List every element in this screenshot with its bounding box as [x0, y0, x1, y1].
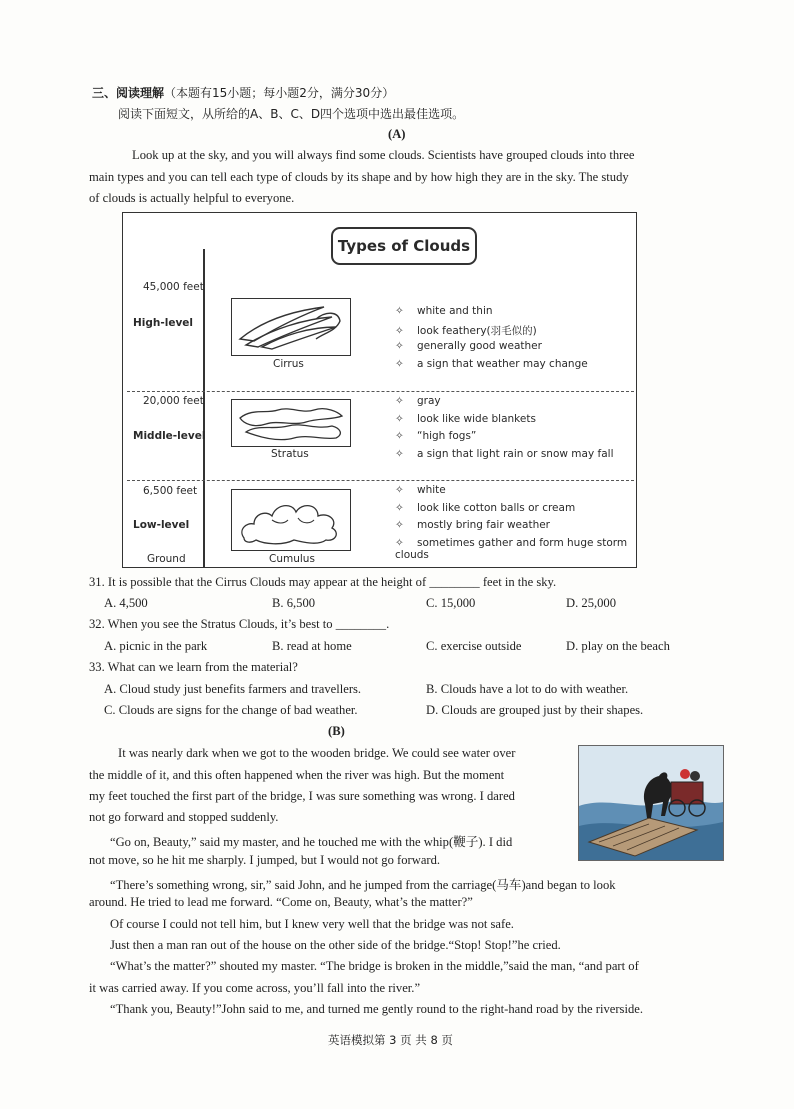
diamond-bullet-icon: ✧ — [395, 340, 404, 352]
cumulus-cloud-icon — [232, 490, 350, 550]
diamond-bullet-icon: ✧ — [395, 502, 404, 514]
passage-b-line: not go forward and stopped suddenly. — [89, 810, 279, 824]
passage-b-line: Just then a man ran out of the house on the other side of the bridge.“Stop! Stop!”he cried. — [110, 938, 561, 952]
stratus-cloud-icon — [232, 400, 350, 446]
diamond-bullet-icon: ✧ — [395, 519, 404, 531]
passage-b-line: Of course I could not tell him, but I knew very well that the bridge was not safe. — [110, 917, 514, 931]
passage-b-line: “What’s the matter?” shouted my master. “The bridge is broken in the middle,”said the man, “and part of — [110, 959, 639, 973]
ground-label: Ground — [147, 553, 186, 565]
cloud-name: Cirrus — [273, 358, 304, 370]
passage-a-line: of clouds is actually helpful to everyone. — [89, 191, 295, 205]
level-name: Low-level — [133, 519, 190, 531]
diamond-bullet-icon: ✧ — [395, 448, 404, 460]
answer-option[interactable]: A. picnic in the park — [104, 639, 208, 653]
feature-item — [395, 537, 636, 561]
feature-item — [395, 340, 542, 352]
passage-a-label: (A) — [388, 127, 406, 141]
diamond-bullet-icon: ✧ — [395, 537, 404, 549]
section-heading-title: 三、阅读理解 — [92, 86, 165, 100]
feature-text: look like wide blankets — [417, 413, 536, 425]
answer-option[interactable]: C. exercise outside — [426, 639, 522, 653]
passage-b-line: it was carried away. If you come across, you’ll fall into the river.” — [89, 981, 421, 995]
horse-carriage-icon — [579, 746, 723, 860]
diamond-bullet-icon: ✧ — [395, 413, 404, 425]
passage-b-line: the middle of it, and this often happened when the river was high. But the moment — [89, 768, 505, 782]
section-heading — [92, 84, 394, 101]
answer-option[interactable]: C. 15,000 — [426, 596, 476, 610]
horse-carriage-bridge-illustration — [578, 745, 724, 861]
answer-option[interactable]: C. Clouds are signs for the change of bad weather. — [104, 703, 358, 717]
feature-item — [395, 448, 613, 460]
feature-item — [395, 395, 441, 407]
answer-option[interactable]: B. Clouds have a lot to do with weather. — [426, 682, 629, 696]
level-name: High-level — [133, 317, 194, 329]
cirrus-cloud-icon — [232, 299, 350, 355]
feature-text: white — [417, 484, 446, 496]
feature-item — [395, 430, 476, 442]
feature-text: look like cotton balls or cream — [417, 502, 576, 514]
height-label: 20,000 feet — [143, 395, 204, 407]
feature-item — [395, 358, 588, 370]
passage-b-line: not move, so he hit me sharply. I jumped, but I would not go forward. — [89, 853, 441, 867]
feature-text: look feathery(羽毛似的) — [417, 325, 537, 337]
question-stem: 31. It is possible that the Cirrus Clouds may appear at the height of ________ feet in the sky. — [89, 575, 557, 589]
level-divider — [127, 480, 634, 481]
cirrus-cloud-image — [231, 298, 351, 356]
answer-option[interactable]: A. 4,500 — [104, 596, 148, 610]
passage-a-line: Look up at the sky, and you will always find some clouds. Scientists have grouped clouds into three — [132, 148, 635, 162]
level-divider — [127, 391, 634, 392]
feature-text: mostly bring fair weather — [417, 519, 550, 531]
answer-option[interactable]: D. 25,000 — [566, 596, 617, 610]
figure-title: Types of Clouds — [331, 227, 477, 265]
diamond-bullet-icon: ✧ — [395, 305, 404, 317]
passage-b-label: (B) — [328, 724, 345, 738]
feature-item — [395, 519, 550, 531]
height-label: 6,500 feet — [143, 485, 198, 497]
feature-text: “high fogs” — [417, 430, 477, 442]
passage-a-line: main types and you can tell each type of clouds by its shape and by how high they are in the sky. The study — [89, 170, 629, 184]
diamond-bullet-icon: ✧ — [395, 395, 404, 407]
feature-item — [395, 413, 536, 425]
passage-b-line: It was nearly dark when we got to the wooden bridge. We could see water over — [118, 746, 516, 760]
passage-b-line: “Thank you, Beauty!”John said to me, and turned me gently round to the right-hand road by the riverside. — [110, 1002, 643, 1016]
feature-text: sometimes gather and form huge storm clouds — [395, 537, 628, 561]
answer-option[interactable]: D. play on the beach — [566, 639, 670, 653]
passage-b-line: “Go on, Beauty,” said my master, and he touched me with the whip(鞭子). I did — [110, 835, 513, 849]
passage-b-line: “There’s something wrong, sir,” said John, and he jumped from the carriage(马车)and began to look — [110, 878, 616, 892]
diamond-bullet-icon: ✧ — [395, 325, 404, 337]
passage-b-line: around. He tried to lead me forward. “Come on, Beauty, what’s the matter?” — [89, 895, 473, 909]
feature-item — [395, 502, 575, 514]
feature-item — [395, 484, 446, 496]
diamond-bullet-icon: ✧ — [395, 430, 404, 442]
answer-option[interactable]: B. 6,500 — [272, 596, 316, 610]
diamond-bullet-icon: ✧ — [395, 358, 404, 370]
section-heading-note: （本题有15小题；每小题2分，满分30分） — [164, 86, 395, 100]
stratus-cloud-image — [231, 399, 351, 447]
cumulus-cloud-image — [231, 489, 351, 551]
feature-item — [395, 305, 493, 317]
cloud-types-figure — [122, 212, 637, 568]
feature-text: white and thin — [417, 305, 493, 317]
feature-item — [395, 323, 537, 338]
feature-text: generally good weather — [417, 340, 542, 352]
answer-option[interactable]: D. Clouds are grouped just by their shapes. — [426, 703, 644, 717]
feature-text: gray — [417, 395, 441, 407]
feature-text: a sign that light rain or snow may fall — [417, 448, 614, 460]
answer-option[interactable]: B. read at home — [272, 639, 352, 653]
diamond-bullet-icon: ✧ — [395, 484, 404, 496]
cloud-name: Stratus — [271, 448, 309, 460]
answer-option[interactable]: A. Cloud study just benefits farmers and travellers. — [104, 682, 362, 696]
cloud-name: Cumulus — [269, 553, 315, 565]
passage-b-line: my feet touched the first part of the bridge, I was sure something was wrong. I dared — [89, 789, 515, 803]
height-axis — [203, 249, 205, 567]
level-name: Middle-level — [133, 430, 206, 442]
height-label: 45,000 feet — [143, 281, 204, 293]
question-stem: 33. What can we learn from the material? — [89, 660, 298, 674]
feature-text: a sign that weather may change — [417, 358, 588, 370]
question-stem: 32. When you see the Stratus Clouds, it’s best to ________. — [89, 617, 390, 631]
page-footer: 英语模拟第 3 页 共 8 页 — [328, 1033, 453, 1047]
section-instruction: 阅读下面短文，从所给的A、B、C、D四个选项中选出最佳选项。 — [118, 107, 465, 121]
